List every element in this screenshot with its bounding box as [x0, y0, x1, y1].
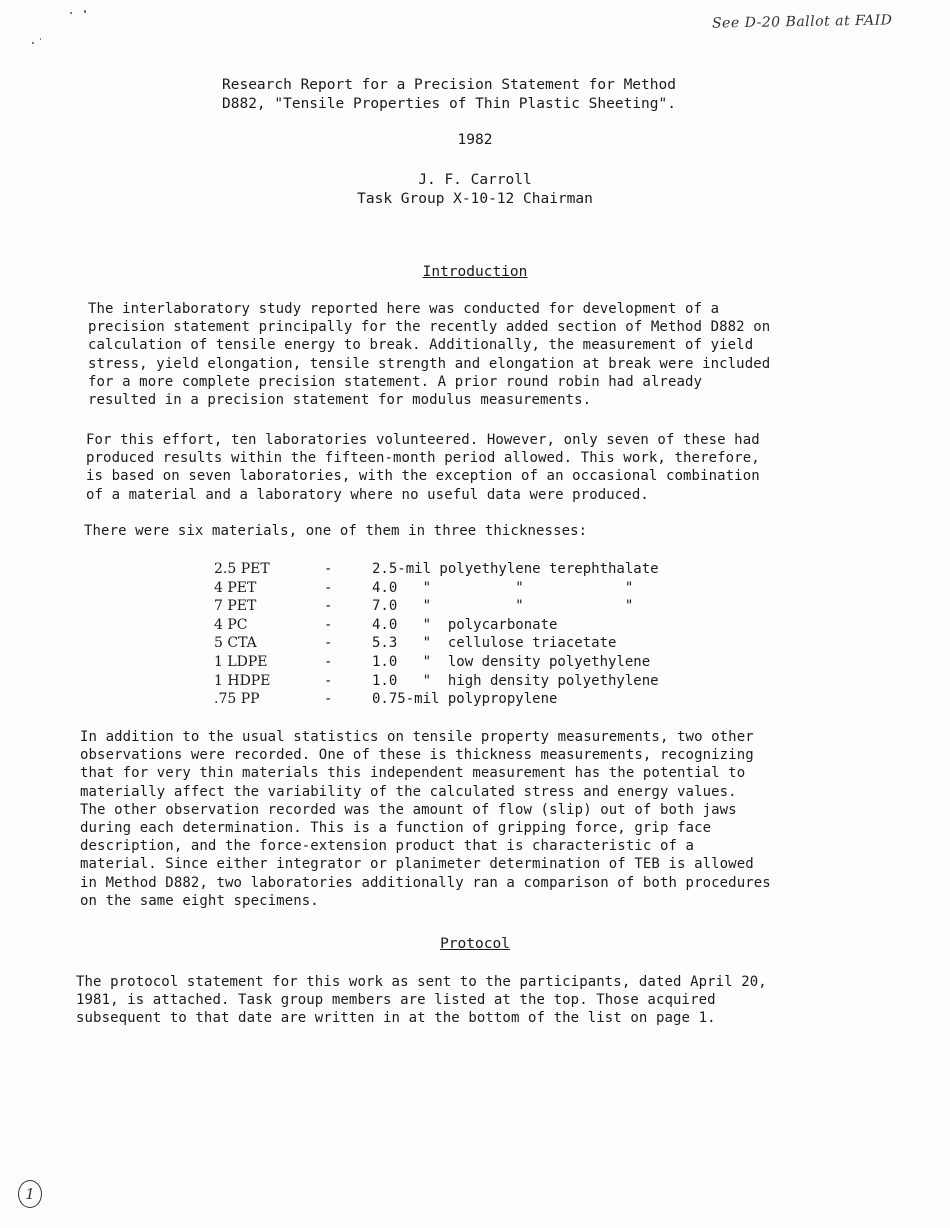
intro-paragraph-3: There were six materials, one of them in three thicknesses: [84, 523, 588, 539]
scan-speck [40, 38, 41, 40]
material-code: 4 PET [214, 579, 257, 596]
protocol-heading: Protocol [440, 936, 510, 952]
material-row [214, 616, 712, 635]
scan-speck [70, 12, 72, 14]
material-dash: - [324, 616, 333, 633]
materials-list [214, 560, 712, 709]
page-number: 1 [18, 1180, 42, 1208]
material-description: 0.75-mil polypropylene [372, 691, 558, 708]
report-title [222, 76, 742, 114]
material-code: 4 PC [214, 616, 248, 633]
author-role: Task Group X-10-12 Chairman [357, 191, 593, 207]
material-row [214, 653, 712, 672]
material-code: .75 PP [214, 691, 260, 708]
title-line: D882, "Tensile Properties of Thin Plastic Sheeting". [222, 96, 676, 112]
material-description: 1.0 " low density polyethylene [372, 653, 651, 670]
material-dash: - [324, 579, 333, 596]
material-dash: - [324, 691, 333, 708]
material-description: 7.0 " " " [372, 598, 634, 615]
margin-note: See D-20 Ballot at FAID [711, 12, 893, 32]
material-dash: - [324, 635, 333, 652]
material-description: 5.3 " cellulose triacetate [372, 635, 617, 652]
introduction-heading: Introduction [422, 264, 528, 280]
material-dash: - [324, 672, 333, 689]
material-code: 1 LDPE [214, 653, 268, 670]
material-row [214, 560, 712, 579]
scan-speck [84, 10, 86, 13]
report-year: 1982 [457, 132, 493, 148]
intro-paragraph-4: In addition to the usual statistics on tensile property measurements, two other observations were recorded. One of these is thickness measurements, recognizing that for very thin materials this independent measurement has the potential to materially affect the variability of the calculated stress and energy values. The other observation recorded was the amount of flow (slip) out of both jaws during each determination. This is a function of gripping force, grip face description, and the force-extension product that is characteristic of a material. Since either integrator or planimeter determination of TEB is allowed in Method D882, two laboratories additionally ran a comparison of both procedures on the same eight specimens. [80, 729, 771, 909]
material-dash: - [324, 561, 333, 577]
material-dash: - [324, 653, 333, 670]
material-description: 4.0 " " " [372, 579, 634, 596]
material-code: 2.5 PET [214, 561, 270, 577]
material-code: 5 CTA [214, 635, 257, 652]
scan-speck [32, 42, 34, 44]
material-dash: - [324, 598, 333, 615]
title-line: Research Report for a Precision Statement for Method [222, 77, 676, 93]
author-name: J. F. Carroll [418, 172, 532, 188]
material-row [214, 579, 712, 598]
material-description: 4.0 " polycarbonate [372, 616, 558, 633]
material-row [214, 690, 712, 709]
protocol-paragraph: The protocol statement for this work as sent to the participants, dated April 20, 1981, is attached. Task group members are listed at the top. Those acquired subsequent to that date are written in at the bottom of the list on page 1. [76, 974, 767, 1027]
material-row [214, 634, 712, 653]
material-code: 1 HDPE [214, 672, 271, 689]
material-row [214, 672, 712, 691]
intro-paragraph-2: For this effort, ten laboratories volunteered. However, only seven of these had produced results within the fifteen-month period allowed. This work, therefore, is based on seven laboratories, with the exception of an occasional combination of a material and a laboratory where no useful data were produced. [86, 432, 760, 503]
material-row [214, 597, 712, 616]
intro-paragraph-1: The interlaboratory study reported here was conducted for development of a precision statement principally for the recently added section of Method D882 on calculation of tensile energy to break. Additionally, the measurement of yield stress, yield elongation, tensile strength and elongation at break were included for a more complete precision statement. A prior round robin had already resulted in a precision statement for modulus measurements. [88, 301, 771, 409]
material-description: 1.0 " high density polyethylene [372, 672, 659, 689]
material-code: 7 PET [214, 598, 257, 615]
material-description: 2.5-mil polyethylene terephthalate [372, 561, 659, 577]
